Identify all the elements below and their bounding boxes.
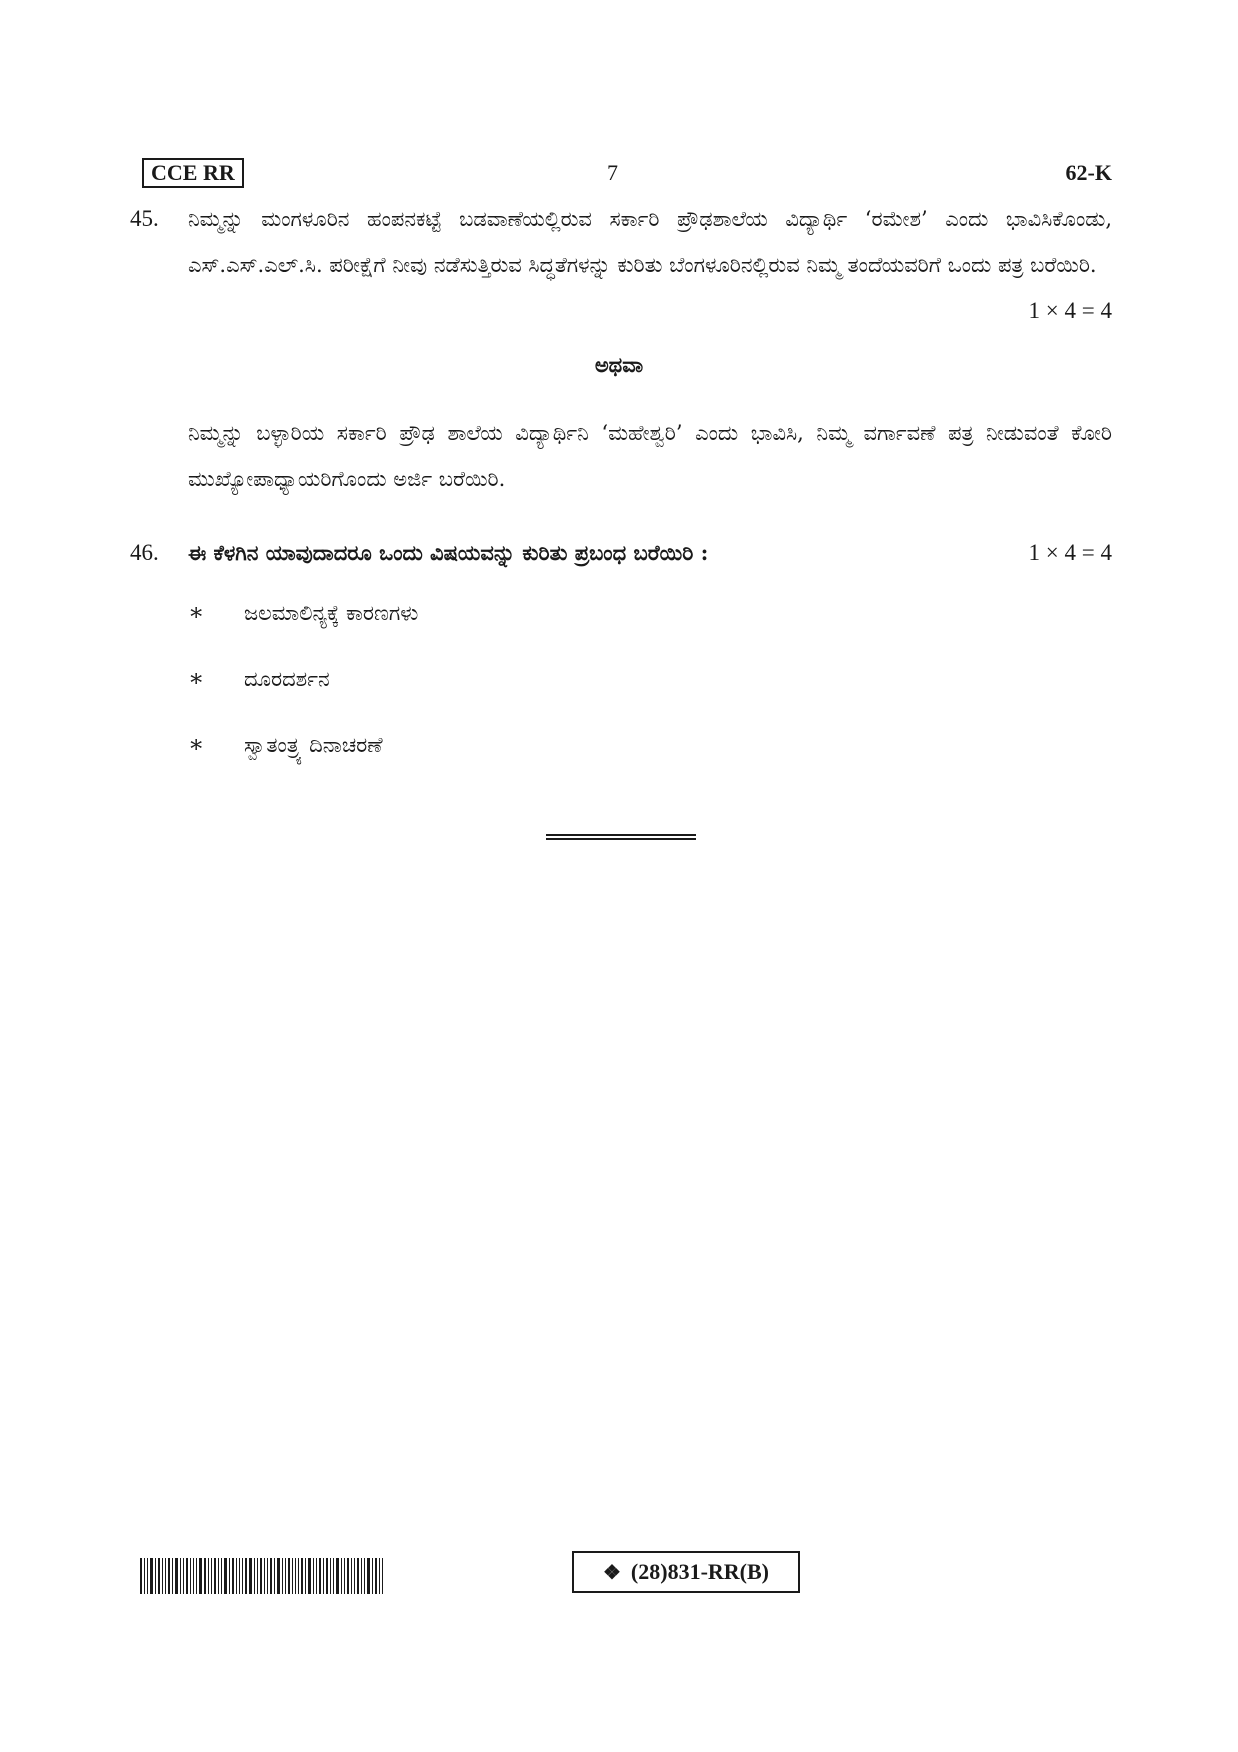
topic-item [188, 664, 330, 694]
topic-text: ದೂರದರ್ಶನ [244, 667, 330, 691]
barcode-bar [270, 1558, 272, 1594]
barcode-bar [341, 1558, 342, 1594]
barcode-bar [168, 1558, 170, 1594]
diamond-icon: ❖ [602, 1561, 621, 1584]
topic-item [188, 598, 418, 628]
paper-code: 62-K [1065, 160, 1112, 185]
barcode-bar [218, 1558, 219, 1594]
barcode-bar [379, 1558, 380, 1594]
barcode-bar [199, 1558, 202, 1594]
barcode-bar [313, 1558, 314, 1594]
barcode-bar [180, 1558, 181, 1594]
barcode-bar [214, 1558, 216, 1594]
barcode-bar [301, 1558, 303, 1594]
question-number: 45. [130, 206, 159, 231]
question-number: 46. [130, 540, 159, 565]
barcode-bar [361, 1558, 362, 1594]
asterisk-icon: ∗ [188, 598, 205, 626]
footer-code-box [572, 1551, 800, 1593]
marks: 1 × 4 = 4 [1028, 298, 1112, 323]
barcode-bar [242, 1558, 243, 1594]
barcode-bar [144, 1558, 145, 1594]
barcode-bar [285, 1558, 286, 1594]
barcode-bar [364, 1558, 365, 1594]
page-header [142, 158, 1112, 192]
barcode-bar [162, 1558, 163, 1594]
topic-text: ಜಲಮಾಲಿನ್ಯಕ್ಕೆ ಕಾರಣಗಳು [244, 601, 419, 625]
barcode-bar [254, 1558, 255, 1594]
barcode-bar [150, 1558, 153, 1594]
barcode-bar [186, 1558, 188, 1594]
barcode-bar [357, 1558, 359, 1594]
barcode-bar [298, 1558, 299, 1594]
barcode-bar [264, 1558, 265, 1594]
barcode-bar [326, 1558, 328, 1594]
cce-rr-box: CCE RR [142, 158, 244, 188]
barcode-bar [274, 1558, 275, 1594]
barcode-bar [344, 1558, 345, 1594]
barcode-bar [375, 1558, 377, 1594]
barcode-bar [232, 1558, 234, 1594]
topic-text: ಸ್ವಾತಂತ್ರ್ಯ ದಿನಾಚರಣೆ [244, 733, 383, 757]
barcode-bar [183, 1558, 184, 1594]
question-45-alternative: ನಿಮ್ಮನ್ನು ಬಳ್ಳಾರಿಯ ಸರ್ಕಾರಿ ಪ್ರೌಢ ಶಾಲೆಯ ವಿದ್ಯಾರ್ಥಿನಿ ‘ಮಹೇಶ್ವರಿ’ ಎಂದು ಭಾವಿಸಿ, ನಿಮ್ಮ ವರ್ಗಾವಣೆ ಪತ್ರ ನೀಡುವಂತೆ ಕೋರಿ ಮುಖ್ಯೋಪಾಧ್ಯಾಯರಿಗೊಂದು ಅರ್ಜಿ ಬರೆಯಿರಿ. [188, 421, 1112, 491]
question-45 [130, 196, 1112, 323]
barcode-bar [208, 1558, 209, 1594]
footer-code: (28)831-RR(B) [630, 1559, 770, 1584]
question-text: ನಿಮ್ಮನ್ನು ಮಂಗಳೂರಿನ ಹಂಪನಕಟ್ಟೆ ಬಡವಾಣೆಯಲ್ಲಿರುವ ಸರ್ಕಾರಿ ಪ್ರೌಢಶಾಲೆಯ ವಿದ್ಯಾರ್ಥಿ ‘ರಮೇಶ’ ಎಂದು ಭಾವಿಸಿಕೊಂಡು, ಎಸ್.ಎಸ್.ಎಲ್.ಸಿ. ಪರೀಕ್ಷೆಗೆ ನೀವು ನಡೆಸುತ್ತಿರುವ ಸಿದ್ಧತೆಗಳನ್ನು ಕುರಿತು ಬೆಂಗಳೂರಿನಲ್ಲಿರುವ ನಿಮ್ಮ ತಂದೆಯವರಿಗೆ ಒಂದು ಪತ್ರ ಬರೆಯಿರಿ. [188, 207, 1112, 277]
barcode-bar [347, 1558, 349, 1594]
barcode-bar [196, 1558, 197, 1594]
barcode-bar [257, 1558, 258, 1594]
barcode [140, 1558, 385, 1594]
asterisk-icon: ∗ [188, 664, 205, 692]
barcode-bar [175, 1558, 178, 1594]
barcode-bar [323, 1558, 324, 1594]
barcode-bar [277, 1558, 280, 1594]
barcode-bar [333, 1558, 334, 1594]
barcode-bar [330, 1558, 331, 1594]
barcode-bar [354, 1558, 355, 1594]
barcode-bar [165, 1558, 166, 1594]
barcode-bar [239, 1558, 240, 1594]
barcode-bar [193, 1558, 194, 1594]
barcode-bar [351, 1558, 352, 1594]
barcode-bar [147, 1558, 148, 1594]
barcode-bar [224, 1558, 227, 1594]
barcode-bar [305, 1558, 306, 1594]
barcode-bar [295, 1558, 296, 1594]
barcode-bar [336, 1558, 339, 1594]
barcode-bar [172, 1558, 173, 1594]
barcode-bar [316, 1558, 317, 1594]
barcode-bar [204, 1558, 206, 1594]
barcode-bar [249, 1558, 252, 1594]
barcode-bar [155, 1558, 156, 1594]
page-number: 7 [607, 160, 618, 185]
barcode-bar [190, 1558, 191, 1594]
barcode-bar [367, 1558, 370, 1594]
barcode-bar [260, 1558, 262, 1594]
barcode-bar [282, 1558, 283, 1594]
barcode-bar [372, 1558, 373, 1594]
barcode-bar [245, 1558, 247, 1594]
barcode-bar [292, 1558, 293, 1594]
barcode-bar [221, 1558, 222, 1594]
barcode-bar [319, 1558, 321, 1594]
barcode-bar [267, 1558, 268, 1594]
barcode-bar [308, 1558, 311, 1594]
question-text: ಈ ಕೆಳಗಿನ ಯಾವುದಾದರೂ ಒಂದು ವಿಷಯವನ್ನು ಕುರಿತು ಪ್ರಬಂಧ ಬರೆಯಿರಿ : [188, 540, 709, 565]
end-double-rule [546, 834, 696, 840]
question-46 [130, 530, 1112, 576]
barcode-bar [158, 1558, 160, 1594]
barcode-bar [288, 1558, 290, 1594]
barcode-bar [236, 1558, 237, 1594]
barcode-bar [140, 1558, 142, 1594]
topic-item [188, 730, 383, 760]
barcode-bar [229, 1558, 230, 1594]
barcode-bar [382, 1558, 383, 1594]
barcode-bar [211, 1558, 212, 1594]
marks: 1 × 4 = 4 [1028, 540, 1112, 565]
or-separator: ಅಥವಾ [594, 352, 644, 377]
asterisk-icon: ∗ [188, 730, 205, 758]
